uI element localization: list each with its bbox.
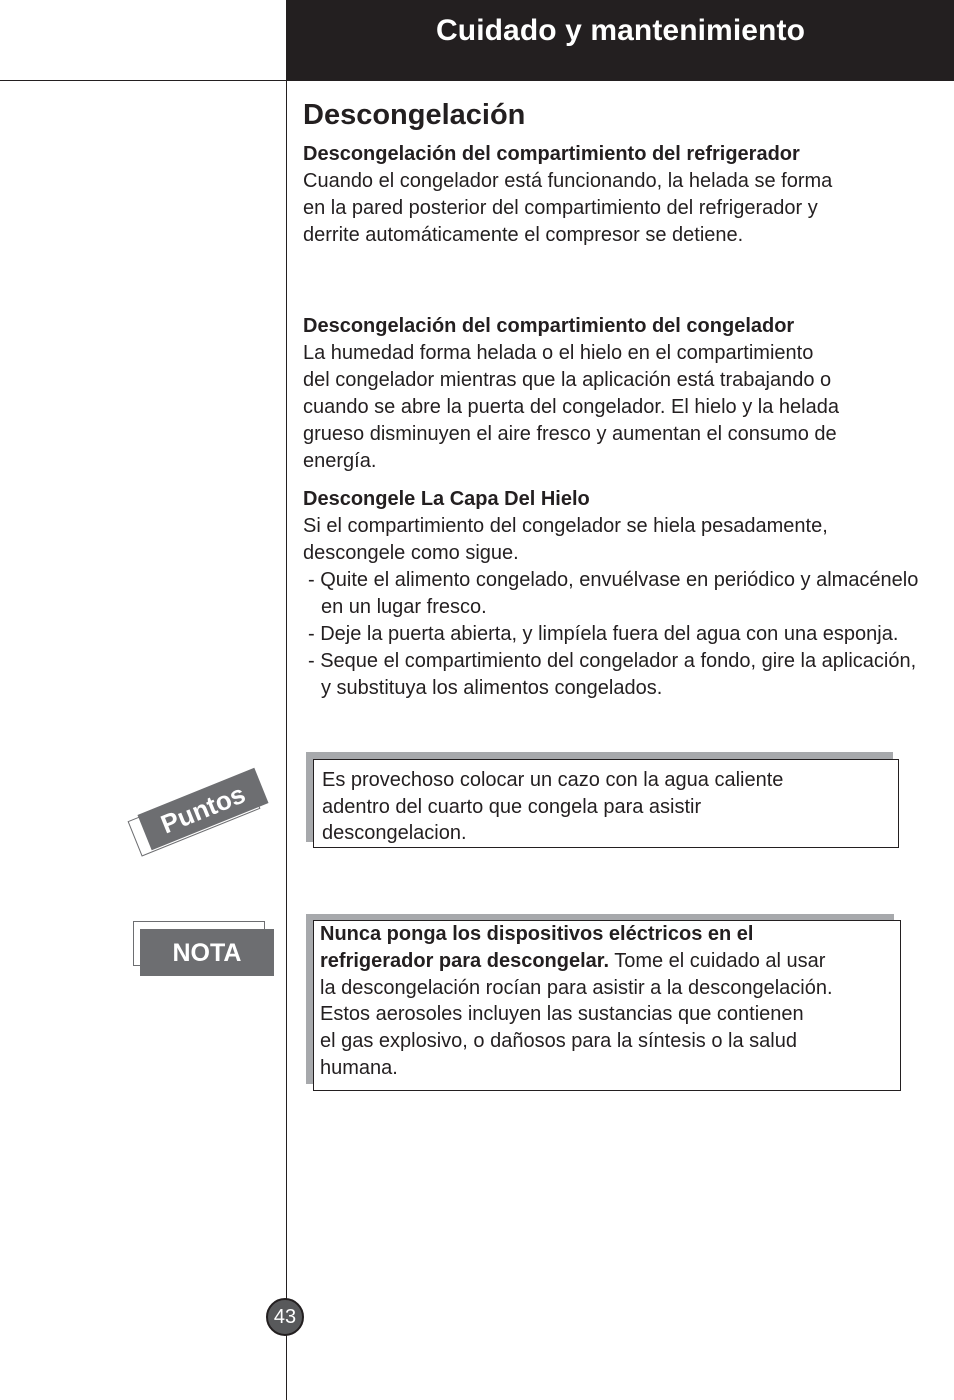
paragraph-line: energía. [303, 450, 377, 472]
note-line [320, 948, 894, 975]
paragraph-line: Cuando el congelador está funcionando, la helada se forma [303, 170, 833, 192]
note-text: Tome el cuidado al usar [609, 949, 826, 972]
paragraph-line: La humedad forma helada o el hielo en el compartimiento [303, 342, 814, 364]
paragraph-line: en la pared posterior del compartimiento del refrigerador y [303, 197, 818, 219]
section-header-title: Cuidado y mantenimiento [436, 14, 805, 47]
section-ice-layer [303, 486, 923, 702]
tip-badge-label: Puntos [137, 768, 268, 850]
paragraph-line: grueso disminuyen el aire fresco y aumentan el consumo de [303, 423, 837, 445]
paragraph-line: descongele como sigue. [303, 542, 519, 564]
paragraph-line: derrite automáticamente el compresor se detiene. [303, 224, 744, 246]
page-title: Descongelación [303, 99, 526, 131]
paragraph-line: cuando se abre la puerta del congelador. El hielo y la helada [303, 396, 839, 418]
section-title: Descongelación del compartimiento del refrigerador [303, 143, 800, 165]
note-box [313, 920, 901, 1091]
page-number: 43 [266, 1298, 304, 1336]
tip-line: Es provechoso colocar un cazo con la agua caliente [322, 769, 784, 791]
paragraph-line: del congelador mientras que la aplicación está trabajando o [303, 369, 832, 391]
column-divider [286, 0, 287, 1400]
list-item: - Seque el compartimiento del congelador a fondo, gire la aplicación, y substituya los alimentos congelados. [308, 650, 917, 699]
note-line: la descongelación rocían para asistir a la descongelación. [320, 976, 833, 999]
header-divider [0, 80, 287, 81]
paragraph-line: Si el compartimiento del congelador se hiela pesadamente, [303, 515, 828, 537]
section-title: Descongelación del compartimiento del congelador [303, 315, 795, 337]
note-line: Estos aerosoles incluyen las sustancias que contienen [320, 1003, 804, 1026]
note-badge-label: NOTA [140, 929, 274, 976]
note-warning-bold: refrigerador para descongelar. [320, 949, 610, 972]
tip-box [313, 759, 899, 848]
note-line: el gas explosivo, o dañosos para la síntesis o la salud [320, 1030, 797, 1053]
list-item: - Quite el alimento congelado, envuélvase en periódico y almacénelo en un lugar fresco. [308, 569, 919, 618]
content [303, 96, 923, 146]
tip-line: descongelacion. [322, 822, 467, 844]
note-warning-bold: Nunca ponga los dispositivos eléctricos en el [320, 923, 754, 945]
tip-line: adentro del cuarto que congela para asistir [322, 795, 702, 818]
list-item: - Deje la puerta abierta, y limpíela fuera del agua con una esponja. [308, 623, 899, 645]
header-bar [287, 0, 954, 81]
section-freezer-defrost [303, 313, 923, 475]
section-title: Descongele La Capa Del Hielo [303, 488, 590, 510]
note-line [320, 921, 894, 948]
note-line: humana. [320, 1056, 398, 1079]
tip-badge [128, 774, 278, 864]
section-refrigerator-defrost [303, 141, 923, 249]
